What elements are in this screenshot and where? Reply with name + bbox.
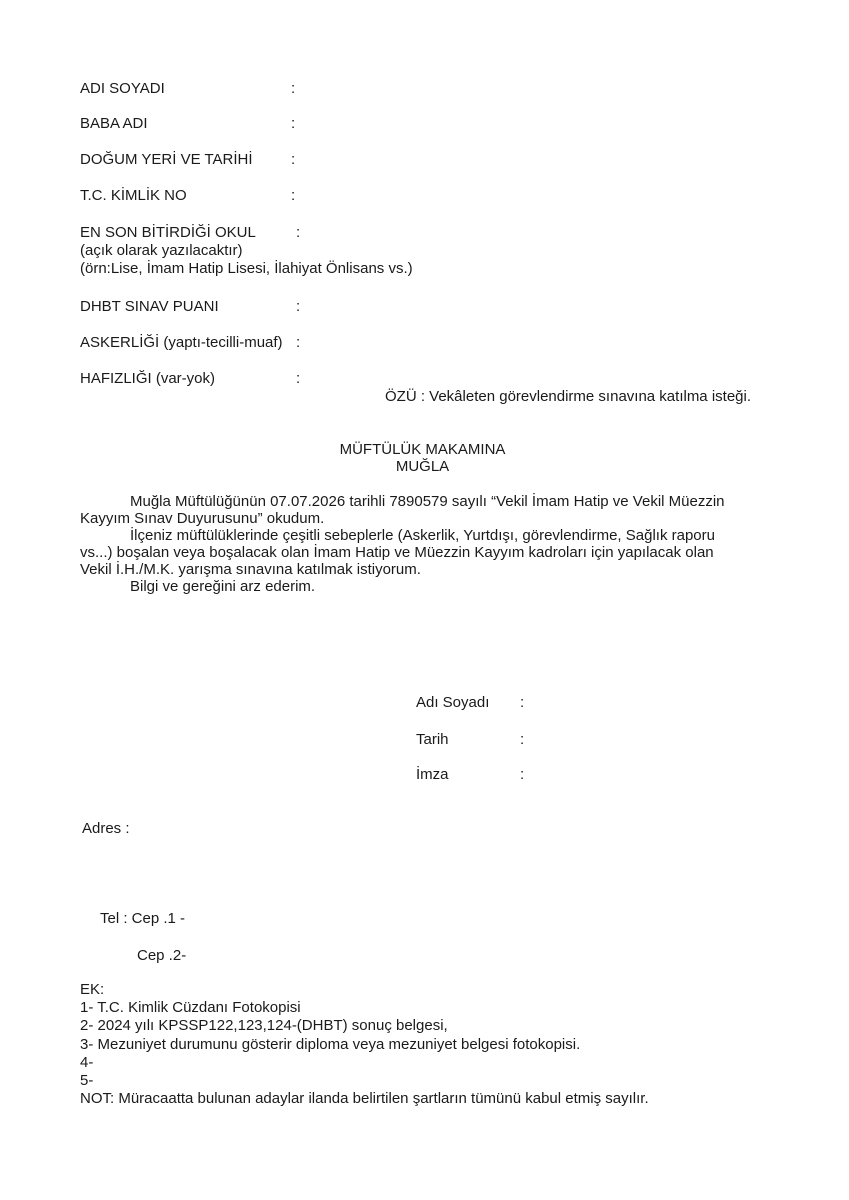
field-colon-birth: :	[291, 151, 296, 168]
body-p1-l2: Kayyım Sınav Duyurusunu” okudum.	[80, 510, 325, 527]
field-label-hafiz: HAFIZLIĞI (var-yok)	[80, 370, 216, 387]
signature-sign-label: İmza	[416, 766, 449, 783]
petition-body	[80, 493, 780, 595]
field-label-name: ADI SOYADI	[80, 80, 165, 97]
addressee-office: MÜFTÜLÜK MAKAMINA	[339, 441, 506, 458]
field-colon-tc-no: :	[291, 187, 296, 204]
attachments-note: NOT: Müracaatta bulunan adaylar ilanda belirtilen şartların tümünü kabul etmiş sayılır.	[80, 1090, 649, 1107]
attachments-title: EK:	[80, 981, 105, 998]
body-p2-l2: vs...) boşalan veya boşalacak olan İmam Hatip ve Müezzin Kayyım kadroları için yapılacak olan	[80, 544, 714, 561]
field-label-father-name: BABA ADI	[80, 115, 148, 132]
signature-date-colon: :	[520, 731, 525, 748]
field-colon-name: :	[291, 80, 296, 97]
field-colon-dhbt: :	[296, 298, 301, 315]
field-label-school: EN SON BİTİRDİĞİ OKUL	[80, 224, 256, 241]
signature-sign-colon: :	[520, 766, 525, 783]
attachment-item: 3- Mezuniyet durumunu gösterir diploma veya mezuniyet belgesi fotokopisi.	[80, 1036, 581, 1053]
body-p2-l3: Vekil İ.H./M.K. yarışma sınavına katılmak istiyorum.	[80, 561, 421, 578]
address-label: Adres :	[82, 820, 130, 837]
field-colon-military: :	[296, 334, 301, 351]
field-note-school-2: (örn:Lise, İmam Hatip Lisesi, İlahiyat Önlisans vs.)	[80, 260, 413, 277]
body-p1-l1: Muğla Müftülüğünün 07.07.2026 tarihli 7890579 sayılı “Vekil İmam Hatip ve Vekil Müezzin	[130, 493, 725, 510]
attachment-item: 2- 2024 yılı KPSSP122,123,124-(DHBT) sonuç belgesi,	[80, 1017, 448, 1034]
field-label-military: ASKERLİĞİ (yaptı-tecilli-muaf)	[80, 334, 283, 351]
signature-name-colon: :	[520, 694, 525, 711]
signature-date-label: Tarih	[416, 731, 449, 748]
addressee-city: MUĞLA	[395, 458, 450, 475]
phone-1-label: Tel : Cep .1 -	[100, 910, 186, 927]
field-label-tc-no: T.C. KİMLİK NO	[80, 187, 187, 204]
body-p3: Bilgi ve gereğini arz ederim.	[130, 578, 316, 595]
attachment-item: 4-	[80, 1054, 94, 1071]
field-colon-father-name: :	[291, 115, 296, 132]
field-label-dhbt: DHBT SINAV PUANI	[80, 298, 219, 315]
field-colon-school: :	[296, 224, 301, 241]
body-p2-l1: İlçeniz müftülüklerinde çeşitli sebeplerle (Askerlik, Yurtdışı, görevlendirme, Sağlık raporu	[130, 527, 715, 544]
field-label-birth: DOĞUM YERİ VE TARİHİ	[80, 151, 253, 168]
subject-line: ÖZÜ : Vekâleten görevlendirme sınavına katılma isteği.	[385, 388, 752, 405]
attachment-item: 5-	[80, 1072, 94, 1089]
phone-2-label: Cep .2-	[137, 947, 187, 964]
field-colon-hafiz: :	[296, 370, 301, 387]
attachment-item: 1- T.C. Kimlik Cüzdanı Fotokopisi	[80, 999, 301, 1016]
field-note-school-1: (açık olarak yazılacaktır)	[80, 242, 243, 259]
signature-name-label: Adı Soyadı	[416, 694, 490, 711]
